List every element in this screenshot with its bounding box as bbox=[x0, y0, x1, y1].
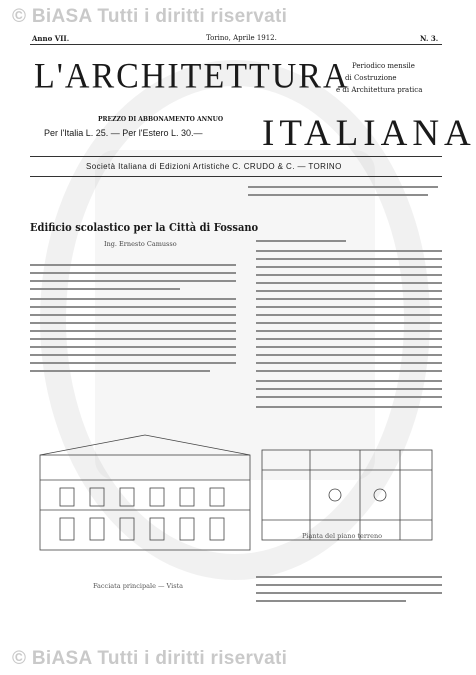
header-rule-bottom bbox=[30, 176, 442, 177]
tagline-1: Periodico mensile bbox=[352, 62, 415, 70]
tagline-2: di Costruzione bbox=[345, 74, 397, 82]
issue-number: N. 3. bbox=[420, 34, 439, 43]
text-line bbox=[30, 306, 236, 308]
architectural-drawing bbox=[30, 410, 442, 580]
text-line bbox=[256, 306, 442, 308]
article-byline: Ing. Ernesto Camusso bbox=[104, 240, 177, 248]
publisher-line: Società Italiana di Edizioni Artistiche C. CRUDO & C. — TORINO bbox=[86, 162, 342, 171]
article-title: Edificio scolastico per la Città di Fossano bbox=[30, 220, 259, 234]
text-line bbox=[256, 380, 442, 382]
price-heading: PREZZO DI ABBONAMENTO ANNUO bbox=[98, 116, 224, 123]
issue-date: Torino, Aprile 1912. bbox=[206, 34, 277, 42]
text-line bbox=[256, 282, 442, 284]
text-line bbox=[30, 362, 236, 364]
plan-outline bbox=[262, 450, 432, 540]
text-line bbox=[256, 266, 442, 268]
text-line bbox=[256, 298, 442, 300]
text-line bbox=[256, 370, 442, 372]
header-rule-mid bbox=[30, 156, 442, 157]
text-line bbox=[256, 250, 442, 252]
text-line bbox=[256, 354, 442, 356]
text-line bbox=[256, 314, 442, 316]
text-line bbox=[256, 330, 442, 332]
text-line bbox=[256, 362, 442, 364]
text-line bbox=[256, 258, 442, 260]
text-line bbox=[30, 264, 236, 266]
text-line bbox=[248, 194, 428, 196]
masthead-title: L'ARCHITETTURA bbox=[34, 57, 350, 96]
text-line bbox=[256, 584, 442, 586]
text-line bbox=[256, 346, 442, 348]
text-line bbox=[248, 186, 438, 188]
text-line bbox=[256, 290, 442, 292]
watermark-bottom: © BiASA Tutti i diritti riservati bbox=[12, 648, 288, 669]
masthead-subtitle: ITALIANA bbox=[262, 113, 476, 154]
text-line bbox=[256, 396, 442, 398]
text-line bbox=[30, 314, 236, 316]
text-line bbox=[256, 388, 442, 390]
price-line: Per l'Italia L. 25. — Per l'Estero L. 30.— bbox=[44, 128, 203, 138]
text-line bbox=[30, 346, 236, 348]
text-line bbox=[256, 576, 442, 578]
text-line bbox=[30, 354, 236, 356]
text-line bbox=[30, 370, 210, 372]
issue-year: Anno VII. bbox=[32, 34, 70, 43]
text-line bbox=[256, 322, 442, 324]
text-line bbox=[30, 280, 236, 282]
caption-left: Facciata principale — Vista bbox=[92, 582, 184, 590]
text-line bbox=[256, 274, 442, 276]
elevation-outline bbox=[40, 455, 250, 550]
text-line bbox=[256, 600, 406, 602]
text-line bbox=[30, 330, 236, 332]
text-line bbox=[30, 298, 236, 300]
tagline-3: e di Architettura pratica bbox=[336, 86, 423, 94]
watermark-top: © BiASA Tutti i diritti riservati bbox=[12, 6, 288, 27]
text-line bbox=[256, 240, 346, 242]
text-line bbox=[30, 288, 180, 290]
text-line bbox=[30, 272, 236, 274]
text-line bbox=[256, 592, 442, 594]
caption-right: Pianta del piano terreno bbox=[301, 532, 383, 540]
text-line bbox=[30, 338, 236, 340]
text-line bbox=[256, 406, 442, 408]
header-rule-top bbox=[30, 44, 442, 45]
text-line bbox=[256, 338, 442, 340]
text-line bbox=[30, 322, 236, 324]
